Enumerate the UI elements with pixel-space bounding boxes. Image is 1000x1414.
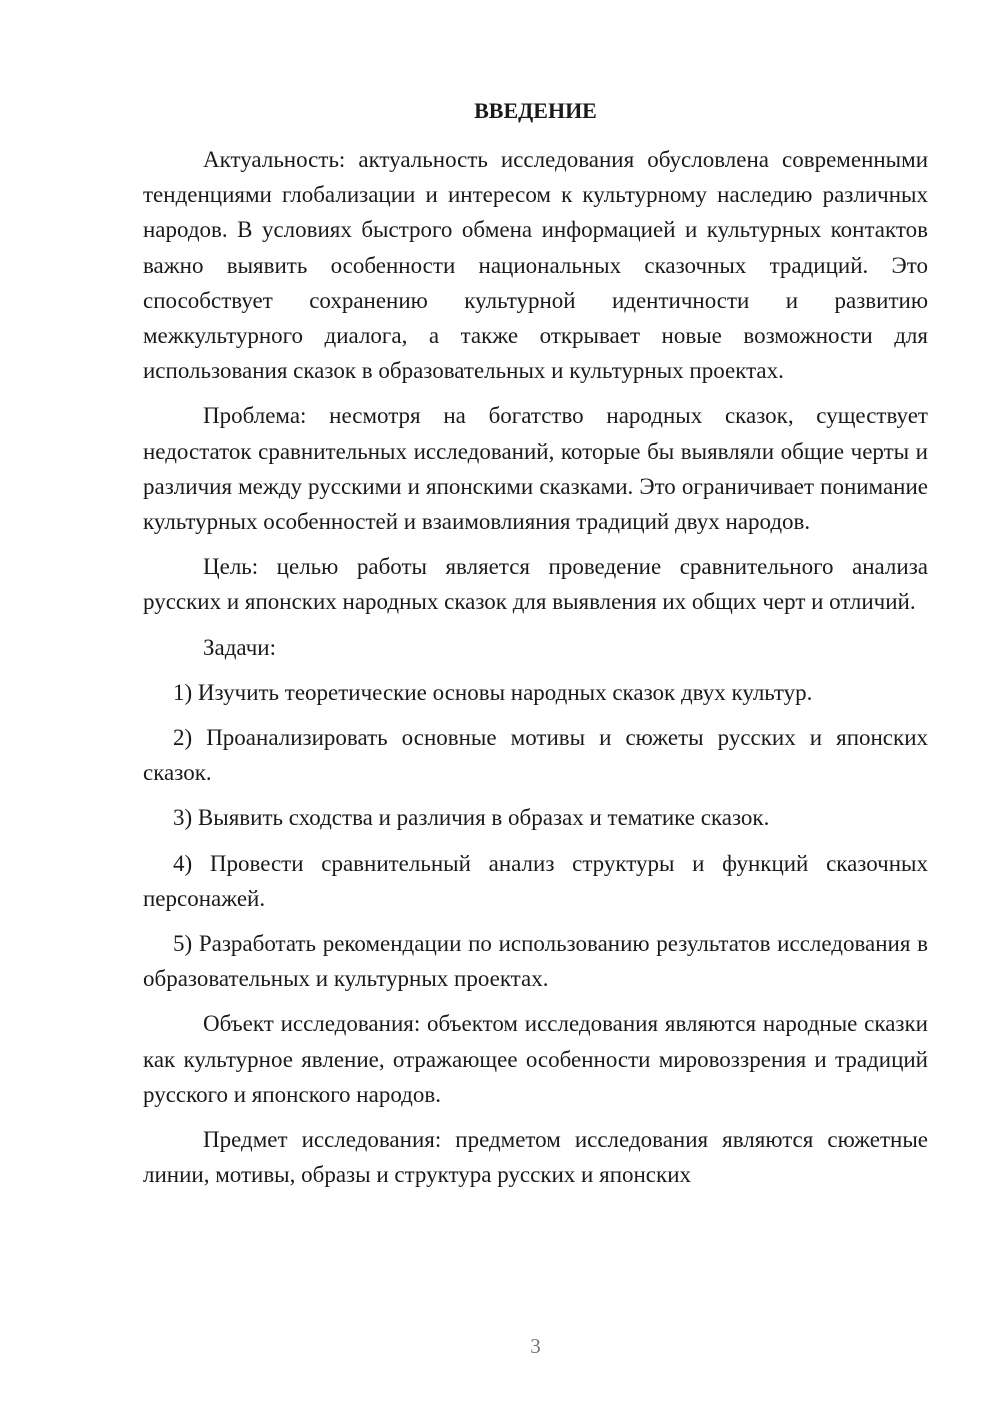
section-title: ВВЕДЕНИЕ xyxy=(474,98,597,123)
task-item: 1) Изучить теоретические основы народных сказок двух культур. xyxy=(173,679,813,705)
body-text xyxy=(143,142,928,1202)
task-item: 5) Разработать рекомендации по использованию результатов исследования в образовательных и культурных проектах. xyxy=(143,931,928,992)
paragraph-object: Объект исследования: объектом исследования являются народные сказки как культурное явление, отражающее особенности мировоззрения и традиций русского и японского народов. xyxy=(143,1011,928,1107)
paragraph-relevance: Актуальность: актуальность исследования обусловлена современными тенденциями глобализации и интересом к культурному наследию различных народов. В условиях быстрого обмена информацией и культурных контактов важно выявить особенности национальных сказочных традиций. Это способствует сохранению культурной идентичности и развитию межкультурного диалога, а также открывает новые возможности для использования сказок в образовательных и культурных проектах. xyxy=(143,147,928,384)
paragraph-problem: Проблема: несмотря на богатство народных сказок, существует недостаток сравнительных исследований, которые бы выявляли общие черты и различия между русскими и японскими сказками. Это ограничивает понимание культурных особенностей и взаимовлияния традиций двух народов. xyxy=(143,403,928,535)
tasks-heading: Задачи: xyxy=(203,634,276,660)
page-number: 3 xyxy=(530,1334,541,1358)
task-item: 4) Провести сравнительный анализ структуры и функций сказочных персонажей. xyxy=(143,850,928,911)
paragraph-goal: Цель: целью работы является проведение сравнительного анализа русских и японских народных сказок для выявления их общих черт и отличий. xyxy=(143,554,928,615)
task-item: 2) Проанализировать основные мотивы и сюжеты русских и японских сказок. xyxy=(143,725,928,786)
task-item: 3) Выявить сходства и различия в образах и тематике сказок. xyxy=(173,805,770,831)
paragraph-subject: Предмет исследования: предметом исследования являются сюжетные линии, мотивы, образы и структура русских и японских xyxy=(143,1127,928,1188)
document-page xyxy=(143,0,928,1414)
